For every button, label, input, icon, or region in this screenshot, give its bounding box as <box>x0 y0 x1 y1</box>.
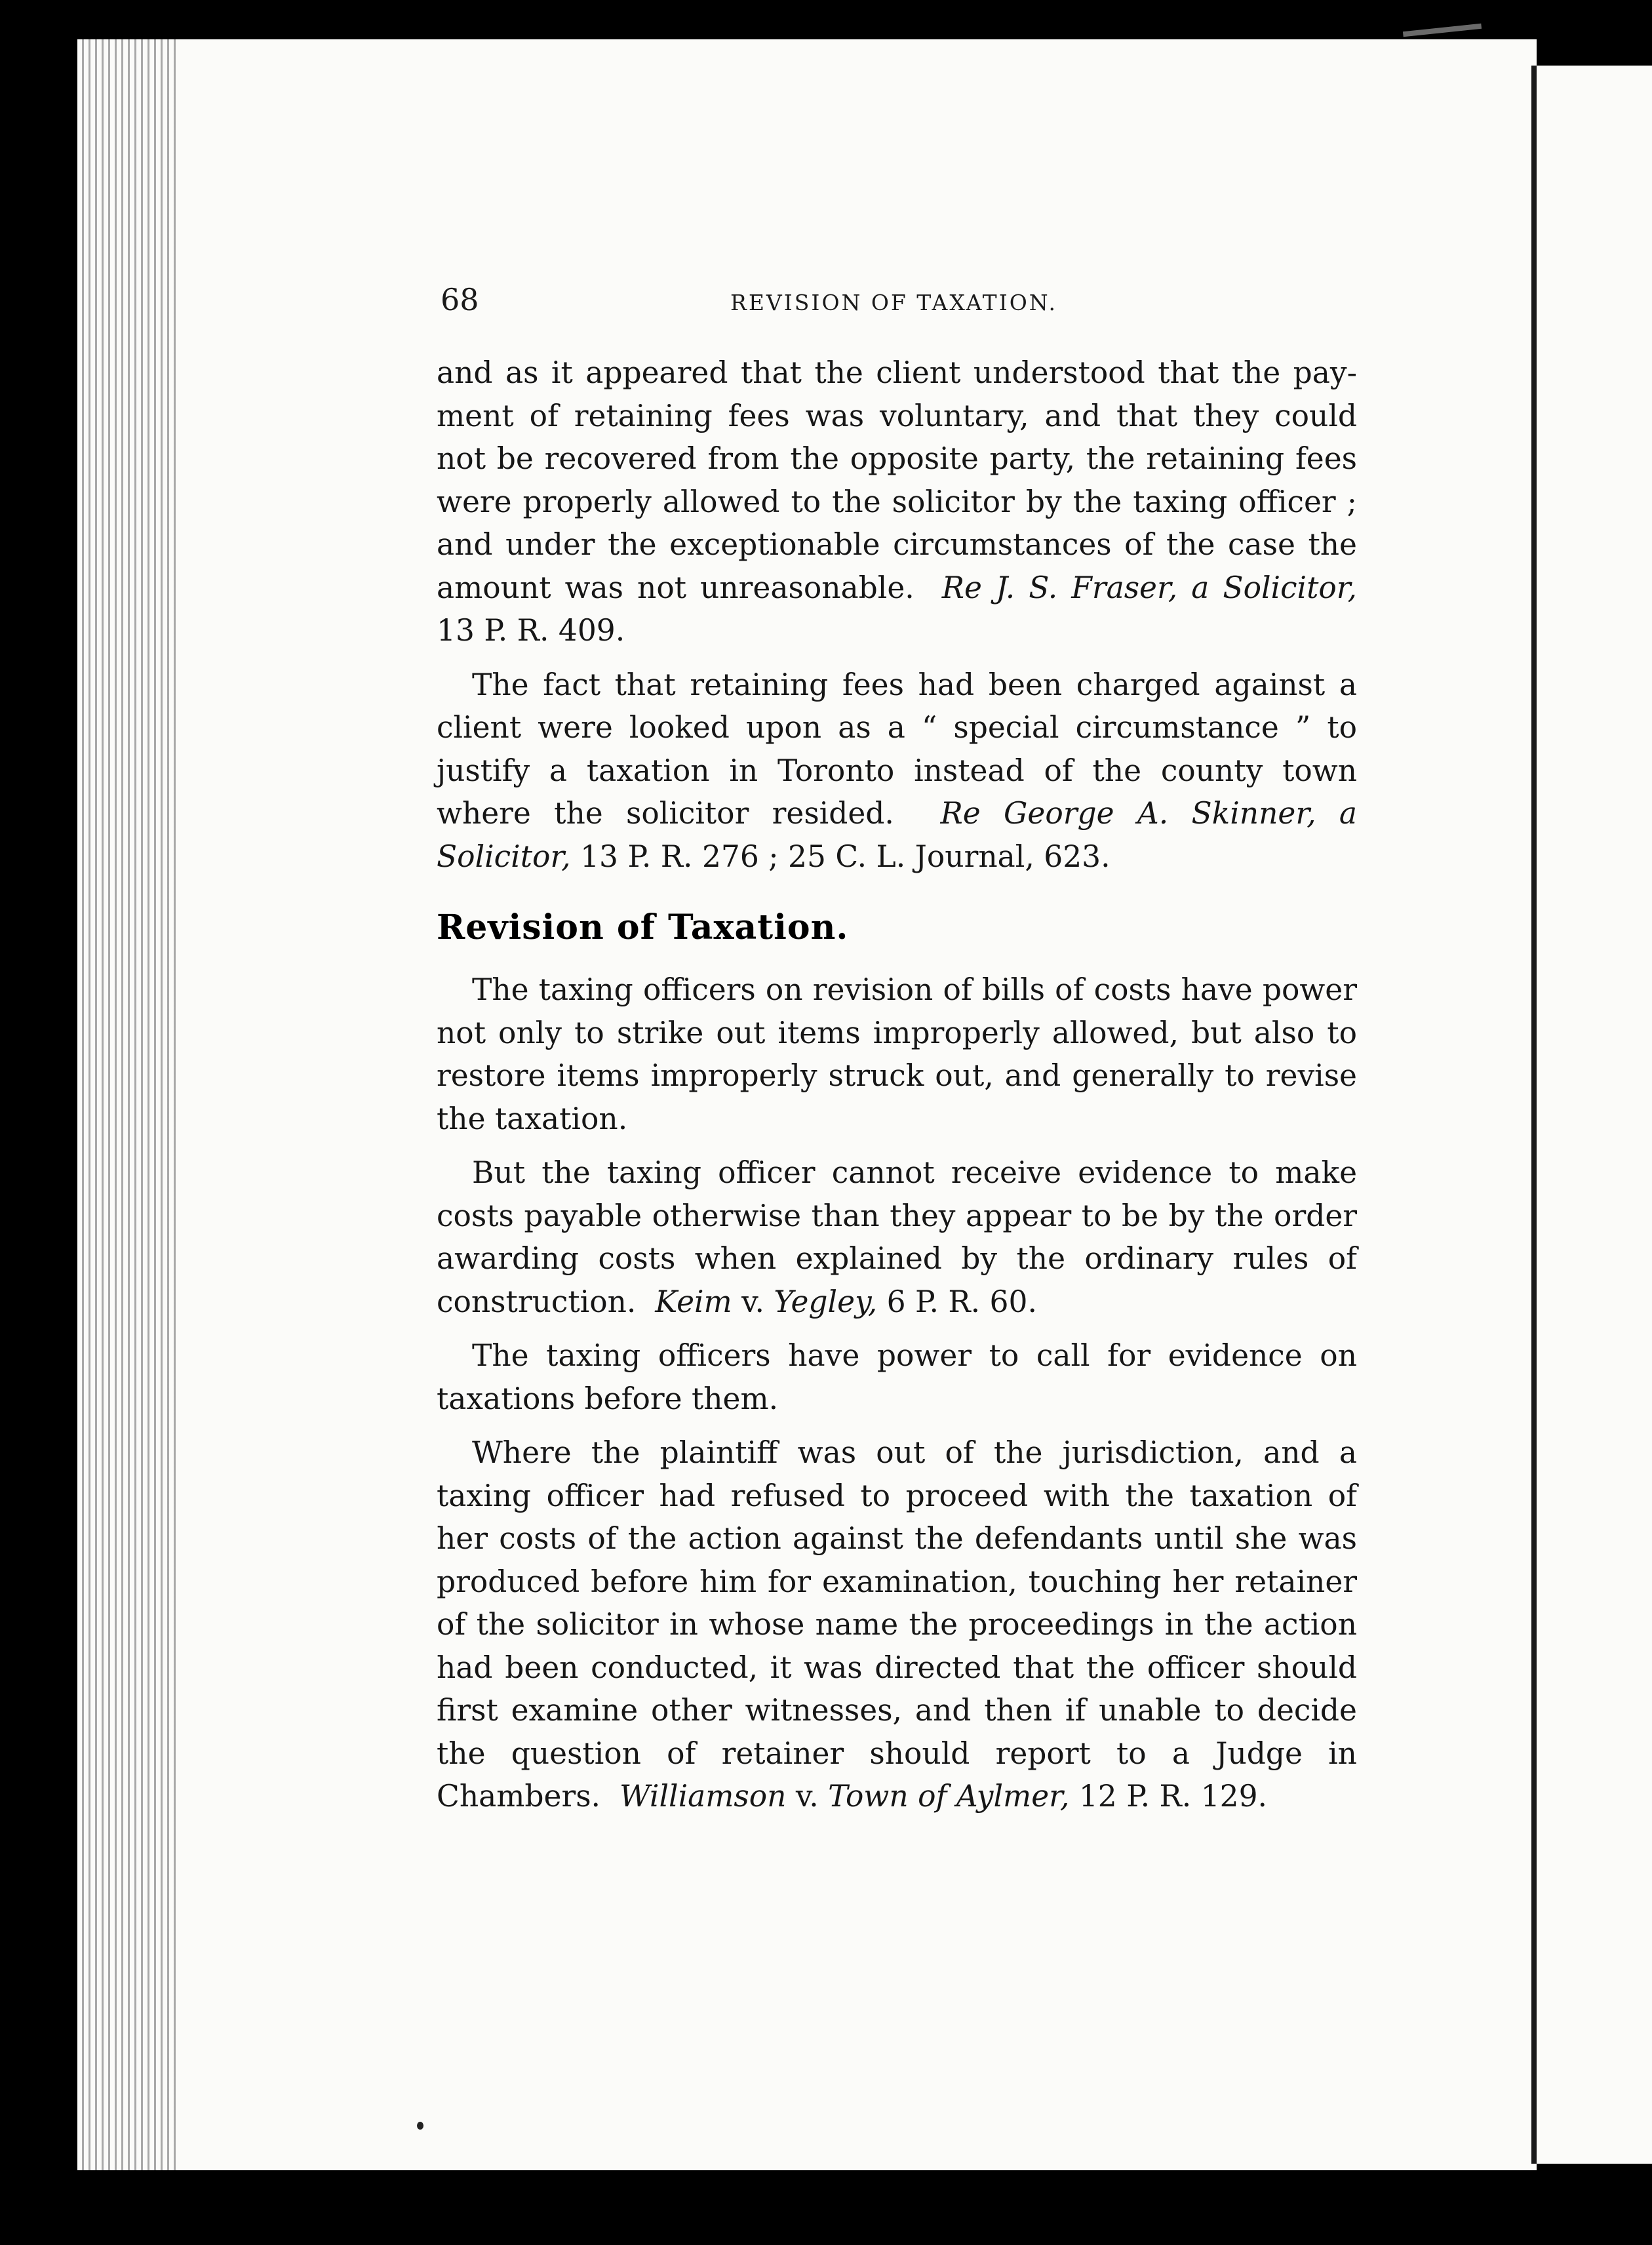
paragraph-text: and as it appeared that the client understood that the payment of retaining fees was voluntary, and that they could not be recovered from the opposite party, the retaining fees were properly allowed to the solicitor by the taxing officer ; and under the exceptionable circumstances of the case the amount was not unreasonable. <box>437 355 1357 605</box>
paragraph <box>437 1151 1357 1323</box>
paragraph-text: The taxing officers on revision of bills of costs have power not only to strike out items improperly allowed, but also to restore items improperly struck out, and generally to revise the taxation. <box>437 972 1357 1136</box>
paragraph-text: The fact that retaining fees had been charged against a client were looked upon as a “ special circumstance ” to justify a taxation in Toronto instead of the county town where the solicitor resided. <box>437 667 1357 831</box>
page-number: 68 <box>441 282 479 317</box>
citation-reference: 13 P. R. 409. <box>437 613 625 648</box>
paragraph <box>437 664 1357 879</box>
case-citation: Re J. S. Fraser, a Solicitor, <box>941 570 1357 605</box>
paragraph <box>437 351 1357 652</box>
page-body <box>437 351 1357 1829</box>
citation-reference: 12 P. R. 129. <box>1078 1779 1268 1814</box>
paragraph-text: Where the plaintiff was out of the jurisdiction, and a taxing officer had refused to proceed with the taxation of her costs of the action against the defendants until she was produced before him for examination, touching her retainer of the solicitor in whose name the proceedings in the action had been conducted, it was directed that the officer should first examine other witnesses, and then if unable to decide the question of retainer should report to a Judge in Chambers. <box>437 1435 1357 1814</box>
paragraph-text: But the taxing officer cannot receive evidence to make costs payable otherwise than they appear to be by the order awarding costs when explained by the ordinary rules of construction. <box>437 1155 1357 1319</box>
page-header <box>441 282 1358 328</box>
citation-reference: 6 P. R. 60. <box>886 1284 1037 1319</box>
case-name-defendant: Town of Aylmer, <box>828 1779 1070 1814</box>
facing-page-strip <box>1537 66 1652 2164</box>
case-name-plaintiff: Williamson <box>619 1779 787 1814</box>
ink-speck <box>417 2122 423 2130</box>
paragraph <box>437 1334 1357 1420</box>
case-name-defendant: Yegley, <box>774 1284 878 1319</box>
citation-reference: 13 P. R. 276 ; 25 C. L. Journal, 623. <box>580 839 1111 874</box>
paragraph <box>437 1431 1357 1818</box>
versus: v. <box>741 1284 764 1319</box>
paragraph <box>437 968 1357 1140</box>
case-name-plaintiff: Keim <box>655 1284 732 1319</box>
section-heading: Revision of Taxation. <box>437 907 849 947</box>
scan-artifact <box>1403 24 1482 37</box>
paragraph-text: The taxing officers have power to call for evidence on taxations before them. <box>437 1338 1357 1416</box>
case-citation: Re George A. Skinner, a Solicitor, <box>437 796 1357 874</box>
page-stack-edge <box>77 39 176 2170</box>
running-head: REVISION OF TAXATION. <box>730 290 1058 315</box>
versus: v. <box>795 1779 819 1814</box>
